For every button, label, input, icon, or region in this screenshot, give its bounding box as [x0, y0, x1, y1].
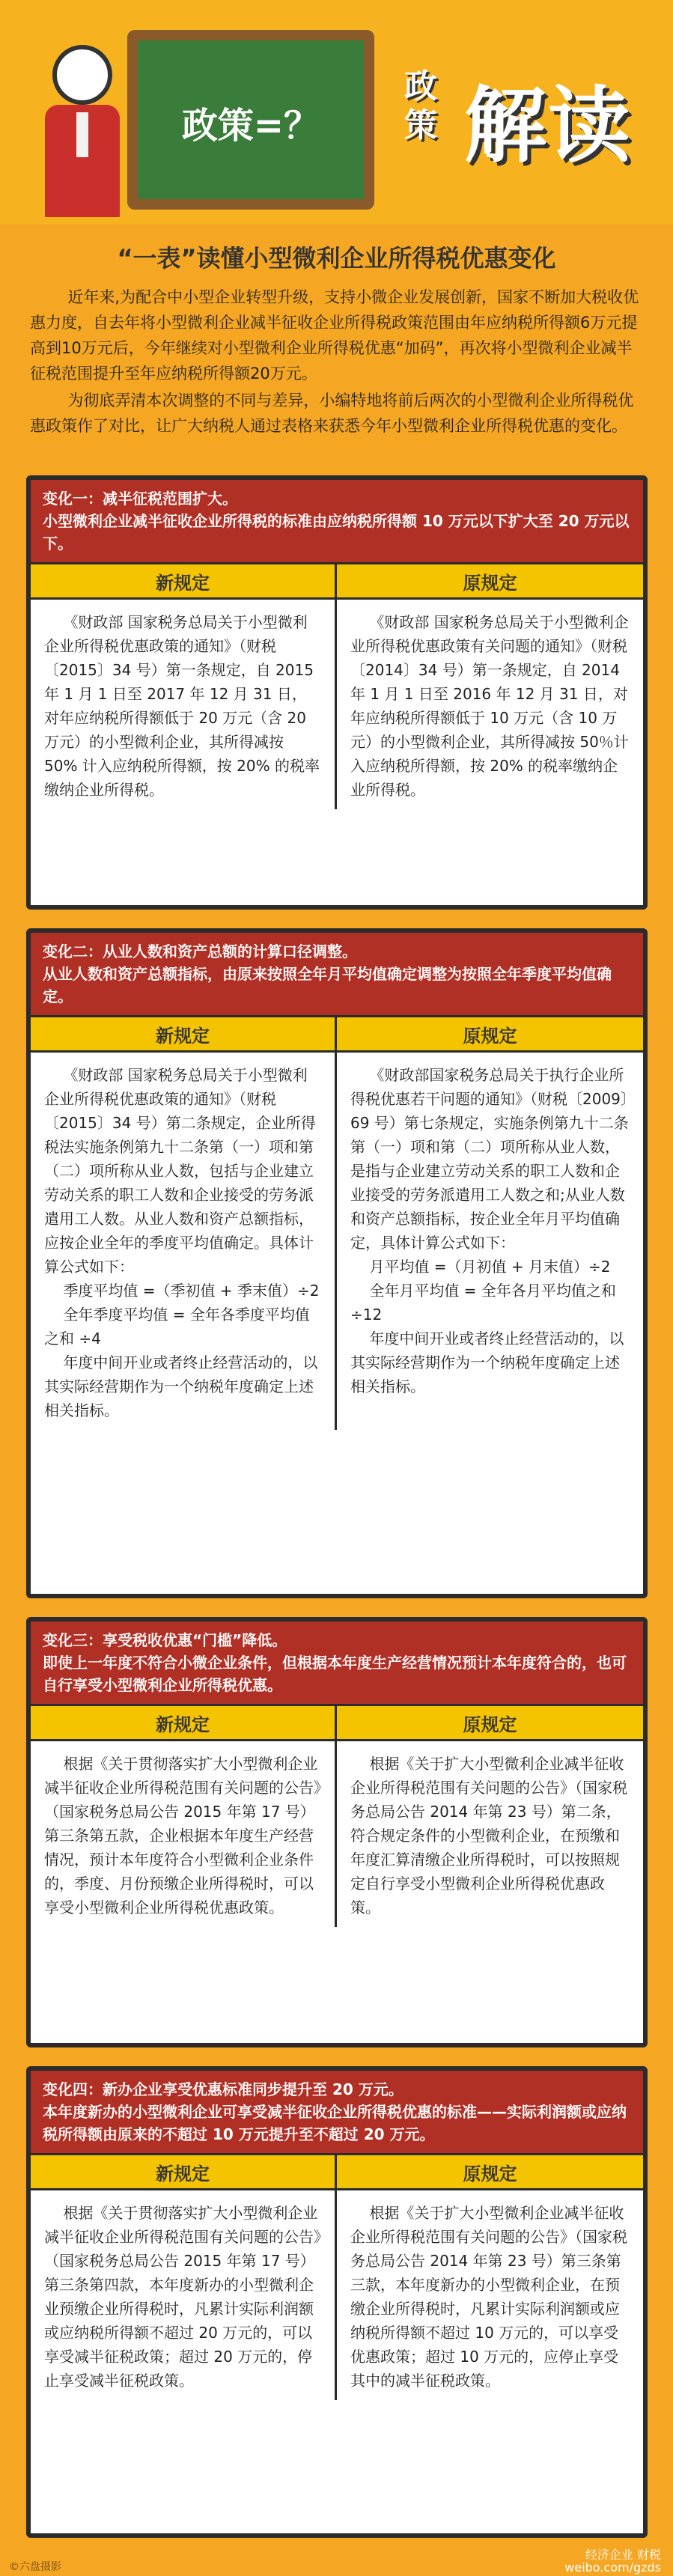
comparison-columns — [31, 1015, 643, 1430]
page-title: “一表”读懂小型微利企业所得税优惠变化 — [117, 244, 556, 272]
old-rule-text: 《财政部 国家税务总局关于小型微利企业所得税优惠政策有关问题的通知》（财税〔2014〕34 号）第一条规定，自 2014 年 1 月 1 日至 2016 年 12 月 31 日，对年应纳税所得额低于 10 万元（含 10 万元）的小型微利企业，其所得减按 50％计入应纳税所得额，按 20% 的税率缴纳企业所得税。 — [350, 613, 629, 799]
intro-text — [30, 284, 644, 440]
watermark-source: 经济企业 财税 — [585, 2548, 661, 2562]
header-banner — [0, 0, 673, 225]
old-rule-column — [337, 2153, 643, 2400]
change-heading: 变化一：减半征税范围扩大。 小型微利企业减半征收企业所得税的标准由应纳税所得额 10 万元以下扩大至 20 万元以下。 — [31, 480, 643, 562]
new-rule-text: 《财政部 国家税务总局关于小型微利企业所得税优惠政策的通知》（财税〔2015〕34 号）第二条规定，企业所得税法实施条例第九十二条第（一）项和第（二）项所称从业人数，包括与企业建立劳动关系的职工人数和企业接受的劳务派遣用工人数。从业人数和资产总额指标，应按企业全年的季度平均值确定。具体计算公式如下： 季度平均值 =（季初值 + 季末值）÷2 全年季度平均值 = 全年各季度平均值之和 ÷4 年度中间开业或者终止经营活动的，以其实际经营期作为一个纳税年度确定上述相关指标。 — [44, 1066, 320, 1419]
new-rule-header: 新规定 — [31, 1704, 335, 1741]
old-rule-header: 原规定 — [337, 2153, 643, 2190]
old-rule-column — [337, 1704, 643, 1927]
chalkboard — [127, 30, 374, 210]
old-rule-header: 原规定 — [337, 1015, 643, 1053]
watermark-url: weibo.com/gzds — [564, 2560, 661, 2575]
new-rule-header: 新规定 — [31, 1015, 335, 1053]
old-rule-header: 原规定 — [337, 562, 643, 600]
old-rule-column — [337, 1015, 643, 1430]
comparison-columns — [31, 1704, 643, 1927]
change-heading: 变化四：新办企业享受优惠标准同步提升至 20 万元。 本年度新办的小型微利企业可享受减半征收企业所得税优惠的标准——实际利润额或应纳税所得额由原来的不超过 10 万元提升至不超过 20 万元。 — [31, 2071, 643, 2153]
old-rule-text: 《财政部国家税务总局关于执行企业所得税优惠若干问题的通知》（财税〔2009〕69 号）第七条规定，实施条例第九十二条第（一）项和第（二）项所称从业人数，是指与企业建立劳动关系的职工人数和企业接受的劳务派遣用工人数之和;从业人数和资产总额指标，按企业全年月平均值确定，具体计算公式如下： 月平均值 =（月初值 + 月末值）÷2 全年月平均值 = 全年各月平均值之和 ÷12 年度中间开业或者终止经营活动的，以其实际经营期作为一个纳税年度确定上述相关指标。 — [350, 1066, 629, 1395]
teacher-tie — [76, 112, 88, 157]
old-rule-text: 根据《关于扩大小型微利企业减半征收企业所得税范围有关问题的公告》（国家税务总局公告 2014 年第 23 号）第三条第三款，本年度新办的小型微利企业，在预缴企业所得税时，凡累计实际利润额或应纳税所得额不超过 10 万元的，可以享受优惠政策；超过 10 万元的，应停止享受其中的减半征税政策。 — [350, 2204, 627, 2390]
new-rule-header: 新规定 — [31, 2153, 335, 2190]
chalkboard-text: 政策=？ — [181, 105, 320, 147]
banner-title-small: 政策 — [404, 67, 437, 144]
change-card — [26, 1617, 648, 2047]
banner-title — [404, 52, 659, 202]
new-rule-column — [31, 1704, 337, 1927]
new-rule-text: 根据《关于贯彻落实扩大小型微利企业减半征收企业所得税范围有关问题的公告》（国家税务总局公告 2015 年第 17 号）第三条第四款，本年度新办的小型微利企业预缴企业所得税时，凡累计实际利润额或应纳税所得额不超过 20 万元的，可以享受减半征税政策；超过 20 万元的，停止享受减半征税政策。 — [44, 2204, 321, 2390]
intro-paragraph: 近年来,为配合中小型企业转型升级，支持小微企业发展创新，国家不断加大税收优惠力度，自去年将小型微利企业减半征收企业所得税政策范围由年应纳税所得额6万元提高到10万元后，今年继续对小型微利企业所得税优惠“加码”，再次将小型微利企业减半征税范围提升至年应纳税所得额20万元。 — [30, 288, 639, 383]
comparison-columns — [31, 2153, 643, 2400]
change-card — [26, 928, 648, 1598]
old-rule-header: 原规定 — [337, 1704, 643, 1741]
intro-paragraph: 为彻底弄清本次调整的不同与差异，小编特地将前后两次的小型微利企业所得税优惠政策作了对比，让广大纳税人通过表格来获悉今年小型微利企业所得税优惠的变化。 — [30, 392, 634, 435]
new-rule-text: 根据《关于贯彻落实扩大小型微利企业减半征收企业所得税范围有关问题的公告》（国家税务总局公告 2015 年第 17 号）第三条第五款，企业根据本年度生产经营情况，预计本年度符合小型微利企业条件的，季度、月份预缴企业所得税时，可以享受小型微利企业所得税优惠政策。 — [44, 1755, 321, 1916]
change-card — [26, 475, 648, 910]
change-heading: 变化二：从业人数和资产总额的计算口径调整。 从业人数和资产总额指标，由原来按照全年月平均值确定调整为按照全年季度平均值确定。 — [31, 933, 643, 1015]
new-rule-column — [31, 1015, 337, 1430]
change-card — [26, 2066, 648, 2538]
new-rule-header: 新规定 — [31, 562, 335, 600]
teacher-head — [52, 45, 112, 105]
new-rule-text: 《财政部 国家税务总局关于小型微利企业所得税优惠政策的通知》（财税〔2015〕34 号）第一条规定，自 2015 年 1 月 1 日至 2017 年 12 月 31 日，对年应纳税所得额低于 20 万元（含 20 万元）的小型微利企业，其所得减按 50% 计入应纳税所得额，按 20% 的税率缴纳企业所得税。 — [44, 613, 320, 799]
banner-title-big: 解读 — [464, 78, 632, 174]
new-rule-column — [31, 2153, 337, 2400]
comparison-columns — [31, 562, 643, 809]
photo-credit: ©六盘摄影 — [9, 2561, 61, 2573]
old-rule-column — [337, 562, 643, 809]
change-heading: 变化三：享受税收优惠“门槛”降低。 即使上一年度不符合小微企业条件，但根据本年度生产经营情况预计本年度符合的，也可自行享受小型微利企业所得税优惠。 — [31, 1622, 643, 1704]
teacher-illustration — [30, 45, 135, 217]
new-rule-column — [31, 562, 337, 809]
old-rule-text: 根据《关于扩大小型微利企业减半征收企业所得税范围有关问题的公告》（国家税务总局公告 2014 年第 23 号）第二条，符合规定条件的小型微利企业，在预缴和年度汇算清缴企业所得税时，可以按照规定自行享受小型微利企业所得税优惠政策。 — [350, 1755, 627, 1916]
